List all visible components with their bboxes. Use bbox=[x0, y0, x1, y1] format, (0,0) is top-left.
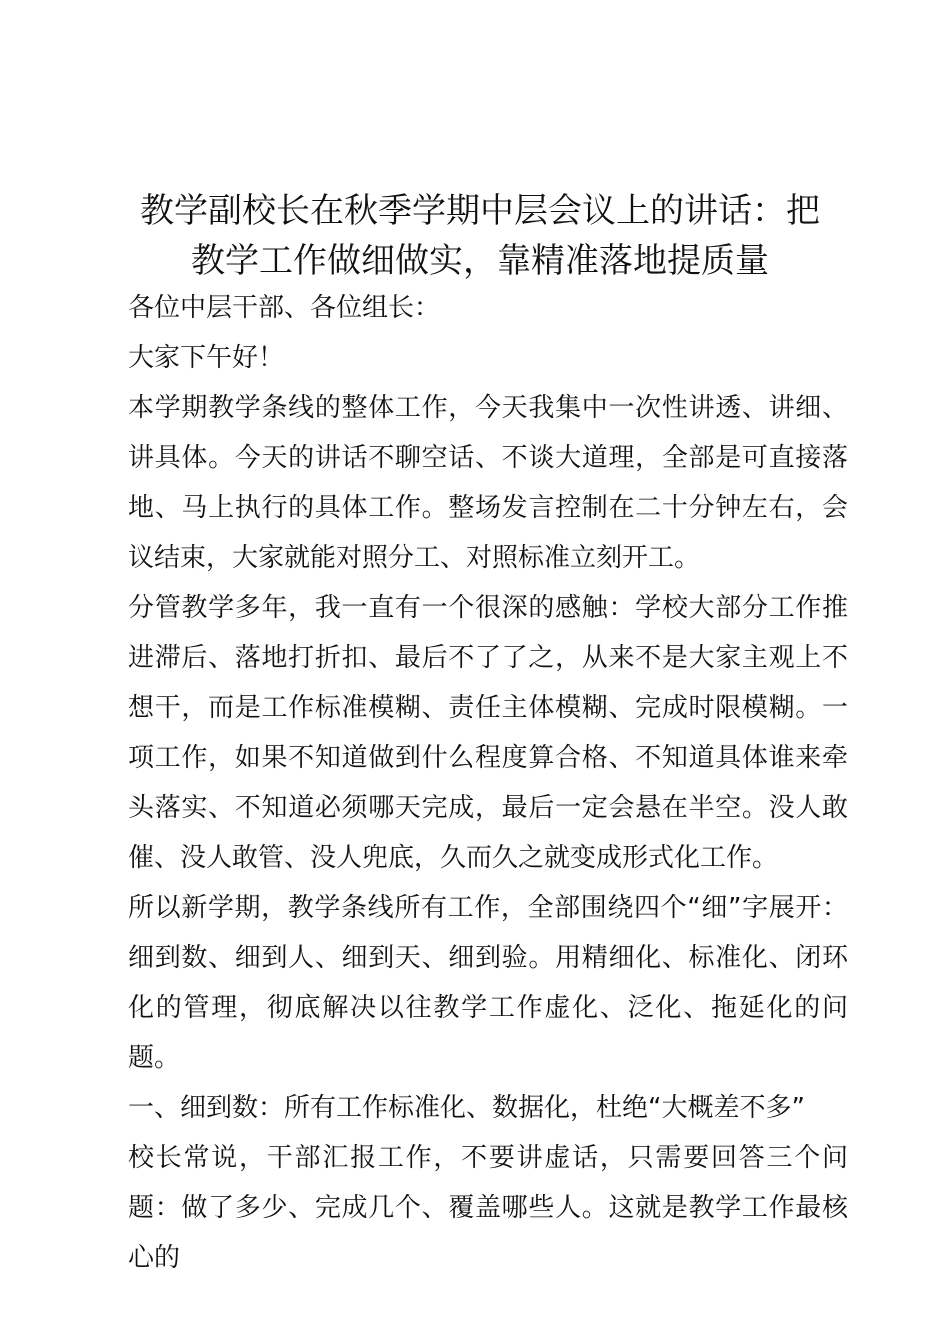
paragraph: 校长常说，干部汇报工作，不要讲虚话，只需要回答三个问题：做了多少、完成几个、覆盖哪些人。这就是教学工作最核心的 bbox=[128, 1143, 848, 1273]
salutation: 各位中层干部、各位组长： bbox=[128, 293, 441, 323]
title-line-2: 教学工作做细做实，靠精准落地提质量 bbox=[191, 241, 769, 281]
paragraph: 本学期教学条线的整体工作，今天我集中一次性讲透、讲细、讲具体。今天的讲话不聊空话、不谈大道理，全部是可直接落地、马上执行的具体工作。整场发言控制在二十分钟左右，会议结束，大家就能对照分工、对照标准立刻开工。 bbox=[128, 393, 848, 573]
document-title bbox=[120, 186, 840, 286]
document-body bbox=[128, 283, 848, 1283]
paragraph: 所以新学期，教学条线所有工作，全部围绕四个“细”字展开：细到数、细到人、细到天、细到验。用精细化、标准化、闭环化的管理，彻底解决以往教学工作虚化、泛化、拖延化的问题。 bbox=[128, 893, 848, 1073]
greeting: 大家下午好！ bbox=[128, 343, 285, 373]
section-heading: 一、细到数：所有工作标准化、数据化，杜绝“大概差不多” bbox=[128, 1093, 805, 1123]
paragraph: 分管教学多年，我一直有一个很深的感触：学校大部分工作推进滞后、落地打折扣、最后不了了之，从来不是大家主观上不想干，而是工作标准模糊、责任主体模糊、完成时限模糊。一项工作，如果不知道做到什么程度算合格、不知道具体谁来牵头落实、不知道必须哪天完成，最后一定会悬在半空。没人敢催、没人敢管、没人兜底，久而久之就变成形式化工作。 bbox=[128, 593, 848, 873]
title-line-1: 教学副校长在秋季学期中层会议上的讲话：把 bbox=[140, 191, 820, 231]
